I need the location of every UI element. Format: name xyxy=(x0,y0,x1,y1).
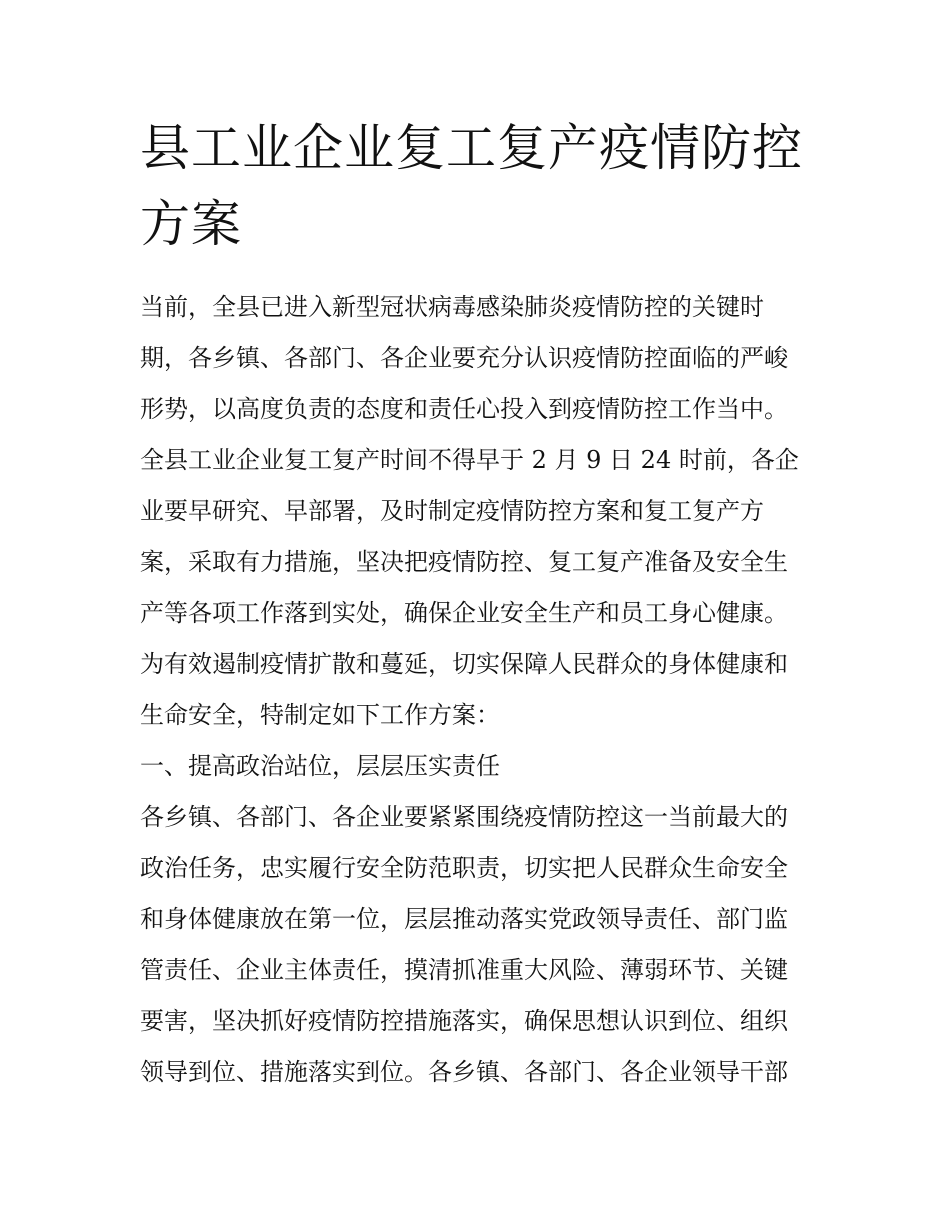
body-line: 各乡镇、各部门、各企业要紧紧围绕疫情防控这一当前最大的 xyxy=(140,803,788,831)
document-body xyxy=(140,282,812,1098)
body-line: 业要早研究、早部署，及时制定疫情防控方案和复工复产方 xyxy=(140,497,764,525)
body-line: 产等各项工作落到实处，确保企业安全生产和员工身心健康。 xyxy=(140,599,788,627)
body-line: 案，采取有力措施，坚决把疫情防控、复工复产准备及安全生 xyxy=(140,548,788,576)
body-line: 期，各乡镇、各部门、各企业要充分认识疫情防控面临的严峻 xyxy=(140,344,788,372)
body-line: 和身体健康放在第一位，层层推动落实党政领导责任、部门监 xyxy=(140,905,788,933)
body-line: 为有效遏制疫情扩散和蔓延，切实保障人民群众的身体健康和 xyxy=(140,650,788,678)
body-line: 生命安全，特制定如下工作方案： xyxy=(140,701,500,729)
document-title xyxy=(140,110,812,262)
section-heading: 一、提高政治站位，层层压实责任 xyxy=(140,752,500,780)
document-page xyxy=(140,110,812,1098)
body-line: 管责任、企业主体责任，摸清抓准重大风险、薄弱环节、关键 xyxy=(140,956,788,984)
body-line: 政治任务，忠实履行安全防范职责，切实把人民群众生命安全 xyxy=(140,854,788,882)
body-line: 要害，坚决抓好疫情防控措施落实，确保思想认识到位、组织 xyxy=(140,1007,788,1035)
title-line: 县工业企业复工复产疫情防控 xyxy=(140,119,803,177)
body-line: 当前，全县已进入新型冠状病毒感染肺炎疫情防控的关键时 xyxy=(140,293,764,321)
body-line: 领导到位、措施落实到位。各乡镇、各部门、各企业领导干部 xyxy=(140,1058,788,1086)
body-line: 全县工业企业复工复产时间不得早于 2 月 9 日 24 时前，各企 xyxy=(140,446,799,474)
title-line: 方案 xyxy=(140,195,242,253)
body-line: 形势，以高度负责的态度和责任心投入到疫情防控工作当中。 xyxy=(140,395,788,423)
